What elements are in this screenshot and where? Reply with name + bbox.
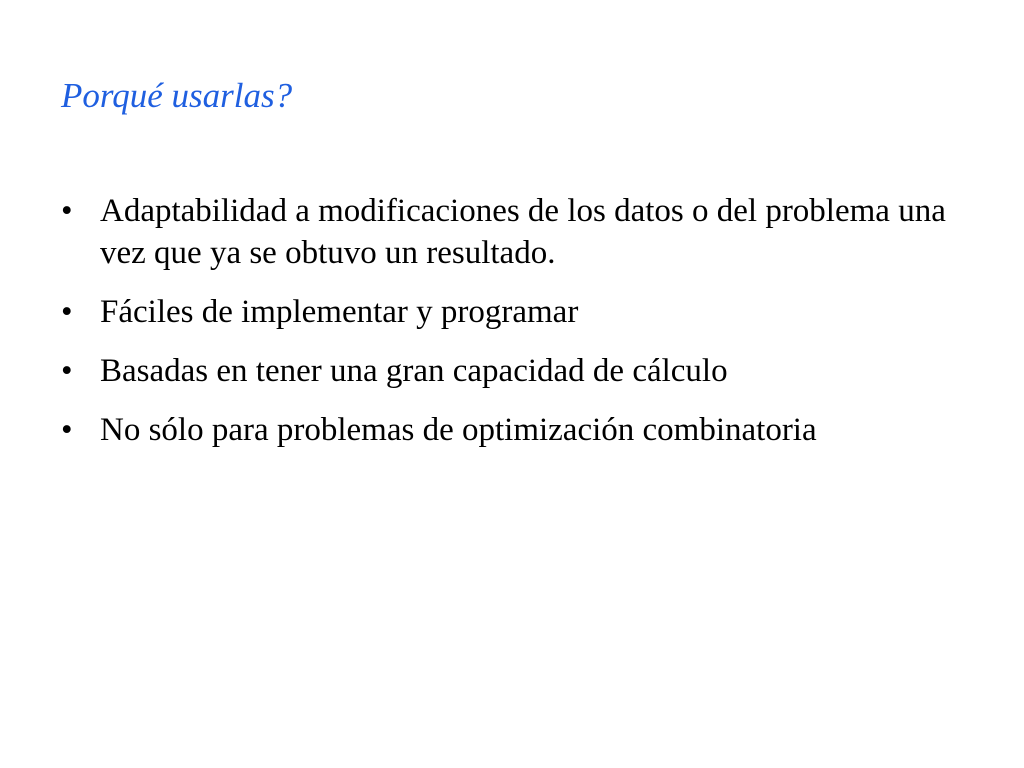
- bullet-text: No sólo para problemas de optimización combinatoria: [100, 412, 817, 448]
- bullet-text: Fáciles de implementar y programar: [100, 294, 579, 330]
- bullet-item-faciles: [58, 291, 958, 333]
- bullet-item-adaptabilidad: [58, 190, 958, 274]
- bullet-list: [58, 190, 958, 468]
- bullet-item-basadas: [58, 350, 958, 392]
- bullet-text: Adaptabilidad a modificaciones de los datos o del problema una vez que ya se obtuvo un resultado.: [100, 193, 946, 271]
- bullet-item-no-solo: [58, 409, 958, 451]
- bullet-icon: •: [61, 353, 73, 389]
- bullet-text: Basadas en tener una gran capacidad de cálculo: [100, 353, 728, 389]
- bullet-icon: •: [61, 193, 73, 229]
- bullet-icon: •: [61, 294, 73, 330]
- bullet-icon: •: [61, 412, 73, 448]
- slide-title: Porqué usarlas?: [61, 76, 293, 115]
